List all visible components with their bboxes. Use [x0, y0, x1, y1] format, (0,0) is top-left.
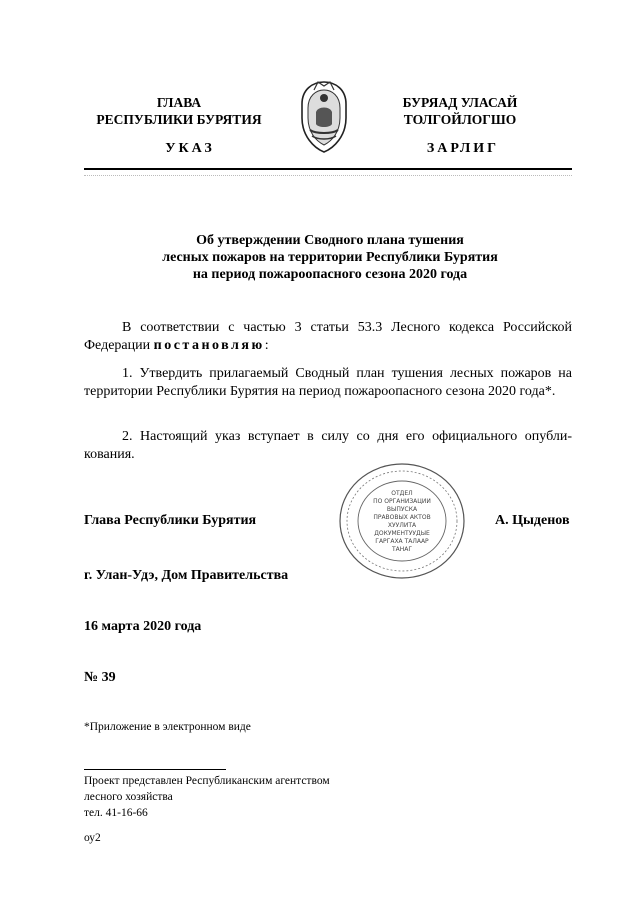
decree-number: № 39 — [84, 670, 116, 685]
seal-line-3: ВЫПУСКА — [386, 506, 418, 513]
header-divider — [84, 168, 572, 170]
seal-line-5: ХУУЛИТА — [387, 522, 417, 529]
seal-line-8: ТАНАГ — [391, 546, 413, 553]
footer-line-2: лесного хозяйства — [84, 791, 173, 803]
header-right-line2: ТОЛГОЙЛОГШО — [403, 112, 517, 127]
footer-line-1: Проект представлен Республиканским агентством — [84, 775, 330, 787]
title-line-3: на период пожароопасного сезона 2020 года — [192, 267, 468, 282]
seal-line-2: ПО ОРГАНИЗАЦИИ — [373, 498, 431, 505]
header-right — [380, 94, 540, 128]
title-line-2: лесных пожаров на территории Республики Бурятия — [162, 250, 498, 265]
footer-divider — [84, 769, 226, 770]
header-right-line1: БУРЯАД УЛАСАЙ — [402, 95, 518, 110]
header-dotted-line — [84, 175, 572, 176]
preamble-text: В соответствии с частью 3 статьи 53.3 Лесного кодекса Российской Федерации — [84, 320, 572, 353]
header-left-line1: ГЛАВА — [156, 95, 202, 110]
item-2-paragraph: 2. Настоящий указ вступает в силу со дня его официального опубли-кования. — [84, 429, 572, 462]
coat-of-arms-icon — [294, 78, 354, 156]
seal-line-1: ОТДЕЛ — [391, 490, 413, 497]
decree-title — [110, 232, 550, 283]
issue-date: 16 марта 2020 года — [84, 619, 202, 634]
issue-place: г. Улан-Удэ, Дом Правительства — [84, 568, 289, 583]
seal-line-6: ДОКУМЕНТУУДЫЕ — [374, 530, 430, 537]
seal-line-4: ПРАВОВЫХ АКТОВ — [373, 514, 431, 521]
attachment-note: *Приложение в электронном виде — [84, 721, 251, 733]
preamble-colon: : — [264, 337, 269, 353]
title-line-1: Об утверждении Сводного плана тушения — [196, 233, 464, 248]
header-left — [84, 94, 274, 128]
preamble-paragraph — [84, 319, 572, 354]
footer-phone: тел. 41-16-66 — [84, 807, 148, 819]
footer-code: оу2 — [84, 832, 101, 844]
seal-line-7: ГАРГАХА ТАЛААР — [375, 538, 429, 545]
signatory-name: А. Цыденов — [495, 513, 570, 528]
official-seal-icon — [338, 461, 466, 581]
doc-type-left: УКАЗ — [165, 141, 215, 156]
doc-type-right: ЗАРЛИГ — [426, 141, 500, 156]
signatory-position: Глава Республики Бурятия — [84, 513, 257, 528]
resolve-word: постановляю — [153, 337, 265, 353]
item-1-paragraph: 1. Утвердить прилагаемый Сводный план тушения лесных пожаров на территории Республики Бурятия на период пожароопасного сезона 2020 года*. — [84, 366, 572, 399]
header-left-line2: РЕСПУБЛИКИ БУРЯТИЯ — [96, 112, 262, 127]
